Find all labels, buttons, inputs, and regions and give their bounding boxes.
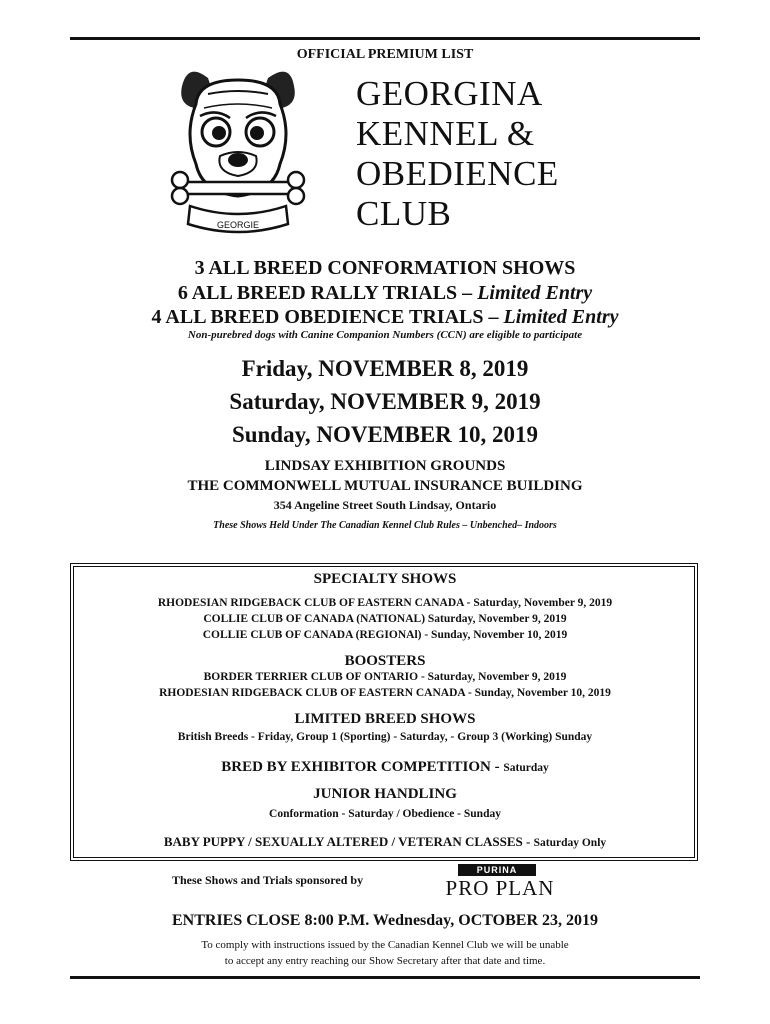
rules-note: These Shows Held Under The Canadian Kennel Club Rules – Unbenched– Indoors xyxy=(213,520,557,531)
obedience-trials xyxy=(0,306,770,329)
entries-close: ENTRIES CLOSE 8:00 P.M. Wednesday, OCTOBER 23, 2019 xyxy=(171,912,599,929)
sponsor-label: These Shows and Trials sponsored by xyxy=(172,873,364,887)
official-premium-list-heading: OFFICIAL PREMIUM LIST xyxy=(296,47,474,62)
limited-line: British Breeds - Friday, Group 1 (Sporting) - Saturday, - Group 3 (Working) Sunday xyxy=(177,731,593,743)
footer-note: To comply with instructions issued by the Canadian Kennel Club we will be unable xyxy=(201,939,569,951)
classes-text: BABY PUPPY / SEXUALLY ALTERED / VETERAN CLASSES - xyxy=(163,834,534,849)
rally-limited-entry: Limited Entry xyxy=(477,282,593,304)
footer-note: to accept any entry reaching our Show Secretary after that date and time. xyxy=(224,955,546,967)
club-name-line: CLUB xyxy=(356,194,452,233)
venue-address: 354 Angeline Street South Lindsay, Ontario xyxy=(273,498,497,512)
club-name-line: GEORGINA xyxy=(356,74,543,113)
specialty-heading: SPECIALTY SHOWS xyxy=(313,571,457,587)
specialty-line: RHODESIAN RIDGEBACK CLUB OF EASTERN CANADA - Saturday, November 9, 2019 xyxy=(157,597,613,609)
boosters-line: RHODESIAN RIDGEBACK CLUB OF EASTERN CANADA - Sunday, November 10, 2019 xyxy=(159,687,611,699)
club-name xyxy=(356,74,559,234)
club-name-line: OBEDIENCE xyxy=(356,154,559,193)
club-name-line: KENNEL & xyxy=(356,114,535,153)
bred-heading: BRED BY EXHIBITOR COMPETITION - xyxy=(221,759,504,775)
bred-by-exhibitor xyxy=(70,758,700,776)
bottom-rule xyxy=(70,976,700,979)
venue-grounds: LINDSAY EXHIBITION GROUNDS xyxy=(264,458,506,474)
rally-trials xyxy=(0,282,770,305)
top-rule xyxy=(70,37,700,40)
junior-line: Conformation - Saturday / Obedience - Sunday xyxy=(269,808,501,820)
collar-text: GEORGIE xyxy=(216,220,260,230)
date-saturday: Saturday, NOVEMBER 9, 2019 xyxy=(229,389,541,414)
purina-text: PURINA xyxy=(458,864,536,876)
boosters-line: BORDER TERRIER CLUB OF ONTARIO - Saturday, November 9, 2019 xyxy=(203,671,567,683)
bulldog-with-bone-logo xyxy=(168,64,308,244)
date-sunday: Sunday, NOVEMBER 10, 2019 xyxy=(231,422,539,447)
obedience-trials-text: 4 ALL BREED OBEDIENCE TRIALS – xyxy=(151,306,504,328)
bred-day: Saturday xyxy=(503,762,549,774)
conformation-shows: 3 ALL BREED CONFORMATION SHOWS xyxy=(194,257,576,279)
limited-heading: LIMITED BREED SHOWS xyxy=(294,711,476,727)
classes-line xyxy=(70,833,700,851)
junior-heading: JUNIOR HANDLING xyxy=(313,786,457,802)
specialty-line: COLLIE CLUB OF CANADA (NATIONAL) Saturday, November 9, 2019 xyxy=(203,613,567,625)
classes-day: Saturday Only xyxy=(533,837,607,849)
date-friday: Friday, NOVEMBER 8, 2019 xyxy=(241,356,529,381)
rally-trials-text: 6 ALL BREED RALLY TRIALS – xyxy=(177,282,478,304)
boosters-heading: BOOSTERS xyxy=(344,653,426,669)
obedience-limited-entry: Limited Entry xyxy=(503,306,619,328)
ccn-note: Non-purebred dogs with Canine Companion Numbers (CCN) are eligible to participate xyxy=(187,329,583,341)
purina-pro-plan-logo xyxy=(430,864,570,898)
specialty-line: COLLIE CLUB OF CANADA (REGIONAl) - Sunday, November 10, 2019 xyxy=(202,629,568,641)
venue-building: THE COMMONWELL MUTUAL INSURANCE BUILDING xyxy=(187,478,583,494)
pro-plan-text: PRO PLAN xyxy=(445,876,555,900)
